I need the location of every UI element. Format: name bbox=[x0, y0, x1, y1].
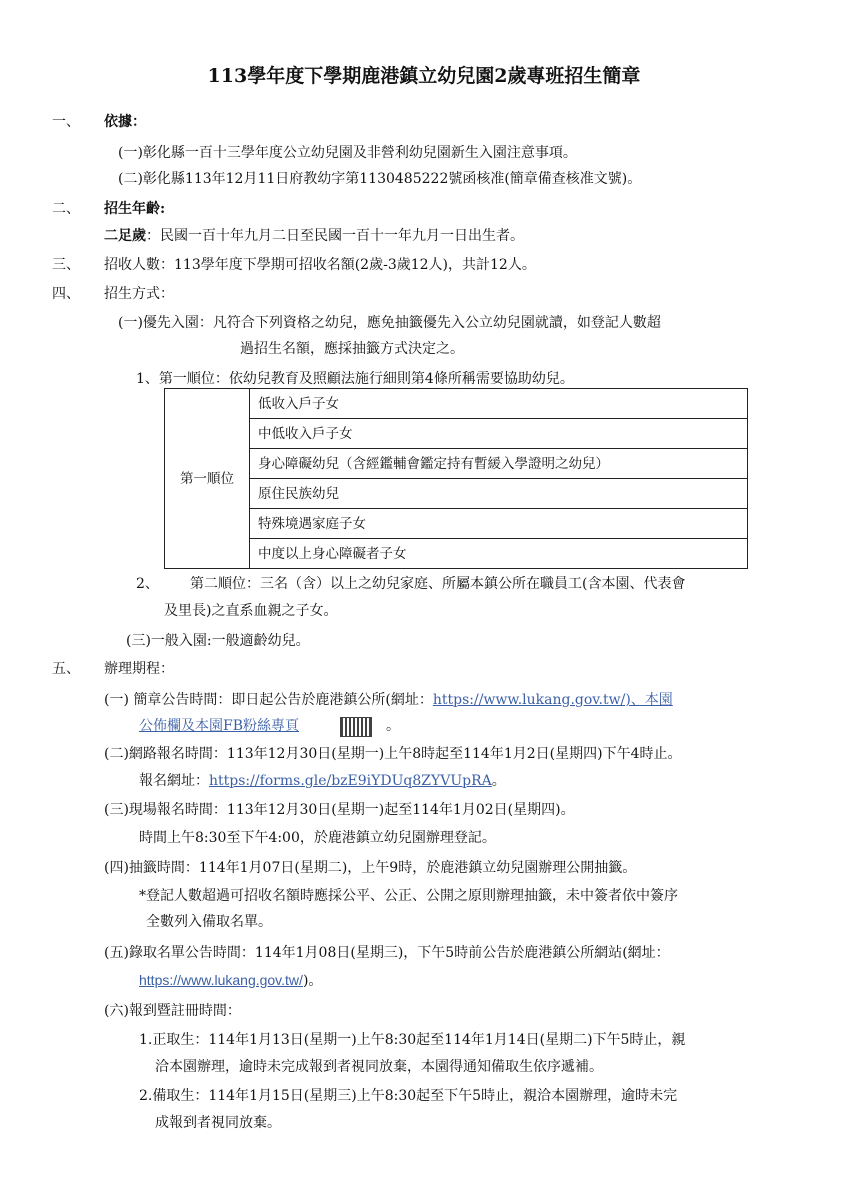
schedule-item-continuation bbox=[139, 771, 506, 791]
note-text-continuation: 全數列入備取名單。 bbox=[146, 914, 272, 930]
section-heading: 招生方式： bbox=[104, 286, 174, 302]
section-number: 五、 bbox=[52, 661, 80, 677]
list-item-continuation: 及里長)之直系血親之子女。 bbox=[164, 603, 338, 619]
schedule-item bbox=[104, 690, 673, 710]
list-item: (一)彰化縣一百十三學年度公立幼兒園及非營利幼兒園新生入園注意事項。 bbox=[118, 145, 577, 161]
priority-table bbox=[164, 388, 748, 569]
list-item: 1.正取生：114年1月13日(星期一)上午8:30起至114年1月14日(星期二)下午5時止，親 bbox=[139, 1032, 686, 1048]
list-item-continuation: 成報到者視同放棄。 bbox=[155, 1115, 281, 1131]
schedule-item: (五)錄取名單公告時間：114年1月08日(星期三)，下午5時前公告於鹿港鎮公所網站(網址： bbox=[104, 945, 670, 961]
table-cell: 中度以上身心障礙者子女 bbox=[250, 539, 748, 569]
schedule-item: (三)現場報名時間：113年12月30日(星期一)起至114年1月02日(星期四)。 bbox=[104, 802, 575, 818]
fb-fanpage-link[interactable]: 公佈欄及本園FB粉絲專頁 bbox=[139, 718, 300, 734]
section-heading: 依據： bbox=[104, 114, 146, 130]
period-text: 。 bbox=[491, 773, 506, 789]
page-title: 113學年度下學期鹿港鎮立幼兒園2歲專班招生簡章 bbox=[207, 65, 641, 87]
signup-form-link[interactable]: https://forms.gle/bzE9iYDUq8ZYVUpRA bbox=[209, 773, 492, 789]
list-item-continuation: 洽本園辦理，逾時未完成報到者視同放棄，本園得通知備取生依序遞補。 bbox=[155, 1059, 603, 1075]
period-text: )。 bbox=[302, 973, 323, 989]
section-number: 四、 bbox=[52, 286, 80, 302]
lukang-website-link[interactable]: https://www.lukang.gov.tw/)、本園 bbox=[432, 692, 673, 708]
list-number: 2、 bbox=[136, 576, 159, 592]
schedule-item-continuation: 時間上午8:30至下午4:00，於鹿港鎮立幼兒園辦理登記。 bbox=[139, 830, 496, 846]
list-item: (三)一般入園:一般適齡幼兒。 bbox=[126, 633, 310, 649]
qr-code-icon bbox=[340, 717, 372, 737]
list-item: 1、第一順位：依幼兒教育及照顧法施行細則第4條所稱需要協助幼兒。 bbox=[136, 371, 574, 387]
table-cell: 低收入戶子女 bbox=[250, 389, 748, 419]
section-number: 三、 bbox=[52, 257, 80, 273]
table-head-cell: 第一順位 bbox=[165, 389, 250, 569]
schedule-item: (六)報到暨註冊時間： bbox=[104, 1003, 241, 1019]
list-item: (二)彰化縣113年12月11日府教幼字第1130485222號函核准(簡章備查核准文號)。 bbox=[118, 171, 642, 187]
age-label: 二足歲 bbox=[104, 228, 146, 244]
list-item: 2.備取生：114年1月15日(星期三)上午8:30起至下午5時止，親洽本園辦理，逾時未完 bbox=[139, 1088, 678, 1104]
note-text: *登記人數超過可招收名額時應採公平、公正、公開之原則辦理抽籤，未中簽者依中簽序 bbox=[139, 888, 678, 904]
age-requirement bbox=[104, 226, 524, 246]
list-item-continuation: 過招生名額，應採抽籤方式決定之。 bbox=[240, 341, 464, 357]
period-text: 。 bbox=[386, 718, 400, 734]
list-item: 第二順位：三名（含）以上之幼兒家庭、所屬本鎮公所在職員工(含本園、代表會 bbox=[190, 576, 686, 592]
signup-url-label: 報名網址： bbox=[139, 773, 209, 789]
section-heading: 招生年齡: bbox=[104, 201, 166, 217]
table-cell: 中低收入戶子女 bbox=[250, 419, 748, 449]
schedule-item: (二)網路報名時間：113年12月30日(星期一)上午8時起至114年1月2日(星期四)下午4時止。 bbox=[104, 746, 682, 762]
schedule-item-continuation bbox=[139, 716, 299, 736]
table-cell: 特殊境遇家庭子女 bbox=[250, 509, 748, 539]
section-number: 二、 bbox=[52, 201, 80, 217]
section-number: 一、 bbox=[52, 114, 80, 130]
table-cell: 原住民族幼兒 bbox=[250, 479, 748, 509]
schedule-text: (一) 簡章公告時間：即日起公告於鹿港鎮公所(網址： bbox=[104, 692, 433, 708]
schedule-item-continuation bbox=[139, 970, 322, 991]
age-text: ：民國一百十年九月二日至民國一百十一年九月一日出生者。 bbox=[146, 228, 524, 244]
table-cell: 身心障礙幼兒（含經鑑輔會鑑定持有暫緩入學證明之幼兒） bbox=[250, 449, 748, 479]
enrollment-count: 招收人數：113學年度下學期可招收名額(2歲-3歲12人)，共計12人。 bbox=[104, 257, 536, 273]
list-item: (一)優先入園：凡符合下列資格之幼兒，應免抽籤優先入公立幼兒園就讀，如登記人數超 bbox=[118, 315, 661, 331]
schedule-item: (四)抽籤時間：114年1月07日(星期二)，上午9時，於鹿港鎮立幼兒園辦理公開抽籤。 bbox=[104, 860, 637, 876]
lukang-website-link-2[interactable]: https://www.lukang.gov.tw/ bbox=[139, 972, 303, 988]
section-heading: 辦理期程： bbox=[104, 661, 174, 677]
